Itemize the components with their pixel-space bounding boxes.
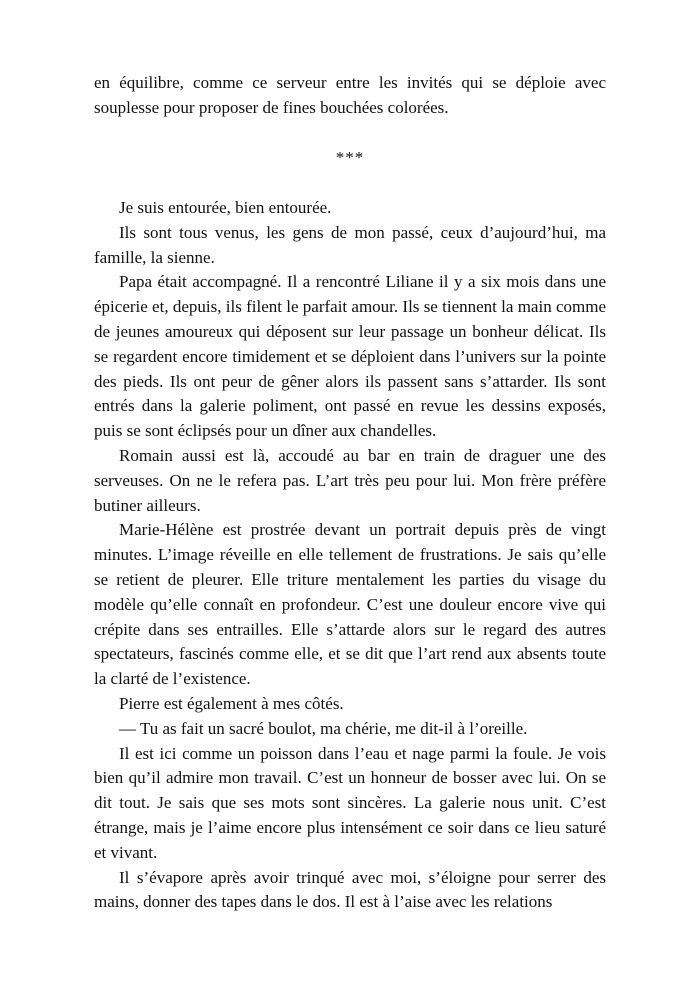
main-text-block xyxy=(94,196,606,915)
paragraph: Pierre est également à mes côtés. xyxy=(119,693,344,713)
section-separator: *** xyxy=(335,148,365,167)
paragraph: Il est ici comme un poisson dans l’eau et nage parmi la foule. Je vois bien qu’il admire mon travail. C’est un honneur de bosser avec lui. On se dit tout. Je sais que ses mots sont sincères. La galerie nous unit. C’est étrange, mais je l’aime encore plus intensément ce soir dans ce lieu saturé et vivant. xyxy=(94,743,606,862)
paragraph: Il s’évapore après avoir trinqué avec moi, s’éloigne pour serrer des mains, donner des tapes dans le dos. Il est à l’aise avec les relations xyxy=(94,867,606,912)
paragraph: Je suis entourée, bien entourée. xyxy=(119,198,332,217)
opening-text-block xyxy=(94,71,606,121)
paragraph: Marie-Hélène est prostrée devant un portrait depuis près de vingt minutes. L’image réveille en elle tellement de frustrations. Je sais qu’elle se retient de pleurer. Elle triture mentalement les parties du visage du modèle qu’elle connaît en profondeur. C’est une douleur encore vive qui crépite dans ses entrailles. Elle s’attarde alors sur le regard des autres spectateurs, fascinés comme elle, et se dit que l’art rend aux absents toute la clarté de l’existence. xyxy=(94,520,606,689)
paragraph: Romain aussi est là, accoudé au bar en train de draguer une des serveuses. On ne le refera pas. L’art très peu pour lui. Mon frère préfère butiner ailleurs. xyxy=(94,445,606,515)
opening-paragraph: en équilibre, comme ce serveur entre les invités qui se déploie avec souplesse pour proposer de fines bouchées colorées. xyxy=(94,73,606,117)
dialogue-line: — Tu as fait un sacré boulot, ma chérie, me dit-il à l’oreille. xyxy=(119,718,528,738)
paragraph: Papa était accompagné. Il a rencontré Liliane il y a six mois dans une épicerie et, depuis, ils filent le parfait amour. Ils se tiennent la main comme de jeunes amoureux qui déposent sur leur passage un bonheur délicat. Ils se regardent encore timidement et se déploient dans l’univers sur la pointe des pieds. Ils ont peur de gêner alors ils passent sans s’attarder. Ils sont entrés dans la galerie poliment, ont passé en revue les dessins exposés, puis se sont éclipsés pour un dîner aux chandelles. xyxy=(94,272,606,441)
paragraph: Ils sont tous venus, les gens de mon passé, ceux d’aujourd’hui, ma famille, la sienne. xyxy=(94,222,606,267)
